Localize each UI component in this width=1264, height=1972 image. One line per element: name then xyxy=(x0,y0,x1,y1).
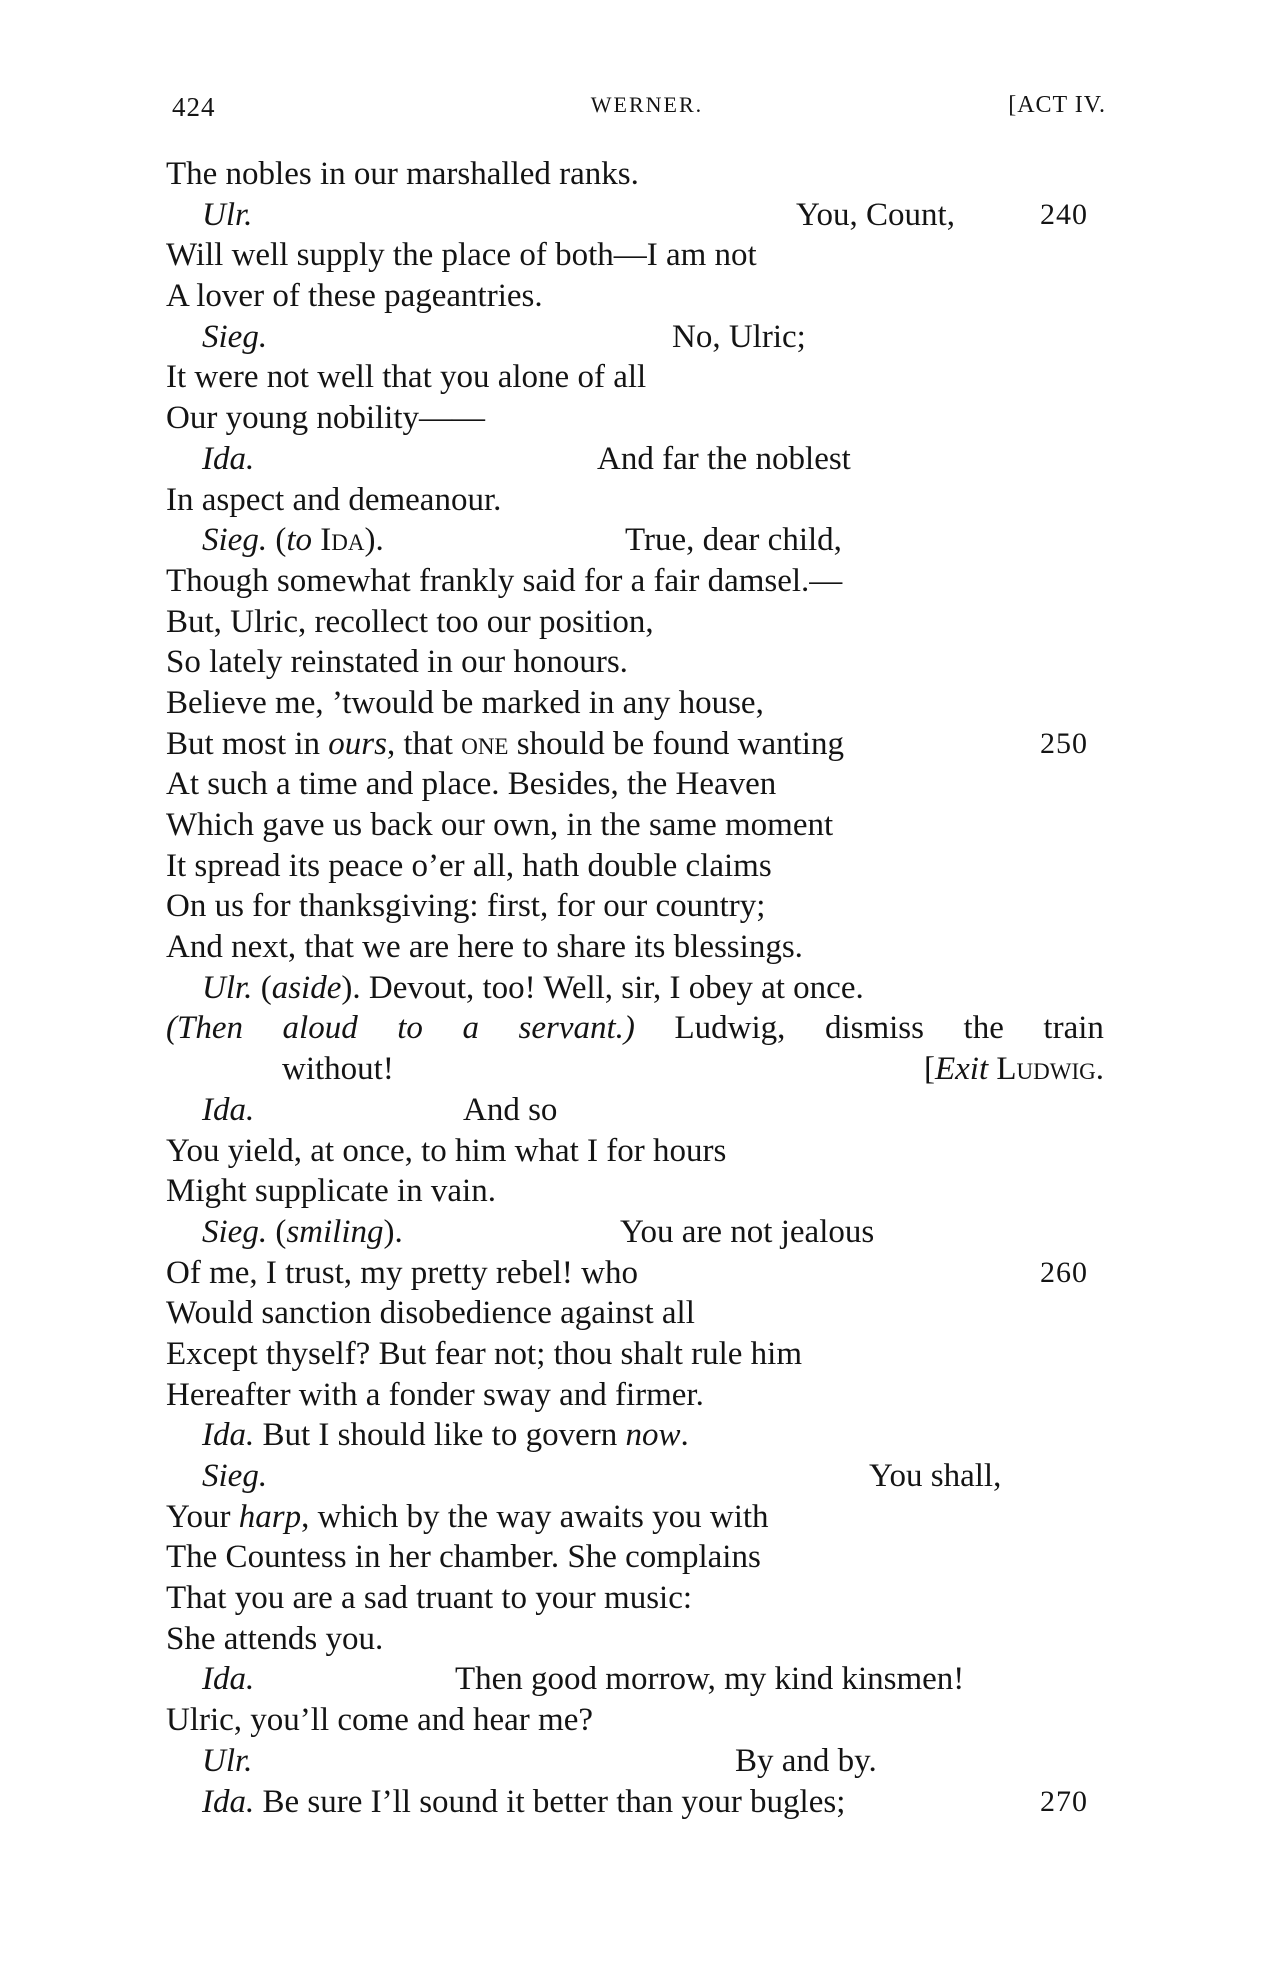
verse-line: You yield, at once, to him what I for hours xyxy=(166,1132,727,1169)
verse-line: Our young nobility—— xyxy=(166,400,485,437)
line-number: 260 xyxy=(1040,1255,1088,1289)
speaker-name: Ida. xyxy=(202,440,255,477)
speaker-name: Sieg. xyxy=(202,1213,268,1250)
line-number: 270 xyxy=(1040,1784,1088,1818)
verse-line: Ida. And so xyxy=(0,1090,1264,1131)
speaker-name: Ulr. xyxy=(202,1742,253,1779)
verse-line: That you are a sad truant to your music: xyxy=(166,1580,693,1617)
speaker-name: Ida. xyxy=(202,1661,255,1698)
verse-line: Ulr. By and by. xyxy=(0,1741,1264,1782)
verse-line: Your harp, which by the way awaits you with xyxy=(166,1498,769,1535)
page-number: 424 xyxy=(172,92,216,122)
verse-line: And next, that we are here to share its blessings. xyxy=(166,929,803,966)
act-heading: [ACT IV. xyxy=(1008,92,1106,118)
verse-line: Ida. And far the noblest xyxy=(0,439,1264,480)
verse-line: Ida. Then good morrow, my kind kinsmen! xyxy=(0,1659,1264,1700)
verse-line: Sieg. (to Ida). True, dear child, xyxy=(0,520,1264,561)
running-title: WERNER. xyxy=(590,92,704,117)
verse-line: Of me, I trust, my pretty rebel! who 260 xyxy=(0,1253,1264,1294)
verse-line: Which gave us back our own, in the same moment xyxy=(166,807,834,843)
verse-line: Will well supply the place of both—I am not xyxy=(166,237,757,274)
speaker-name: Ida. xyxy=(202,1783,255,1820)
verse-line: On us for thanksgiving: first, for our country; xyxy=(166,888,766,925)
speaker-name: Sieg. xyxy=(202,318,268,355)
verse-line: At such a time and place. Besides, the Heaven xyxy=(166,766,777,803)
verse-line: Believe me, ’twould be marked in any house, xyxy=(166,684,764,721)
verse-text xyxy=(0,154,1264,1822)
verse-line: Ida. Be sure I’ll sound it better than your bugles; 270 xyxy=(0,1782,1264,1823)
verse-line: The Countess in her chamber. She complains xyxy=(166,1539,761,1576)
verse-line: In aspect and demeanour. xyxy=(166,481,502,518)
speaker-name: Ulr. xyxy=(202,969,253,1006)
verse-line: Ida. But I should like to govern now. xyxy=(202,1417,689,1454)
verse-line: Ulr. You, Count, 240 xyxy=(0,195,1264,236)
speaker-name: Ida. xyxy=(202,1091,255,1128)
verse-line: without! [Exit Ludwig. xyxy=(0,1049,1264,1090)
verse-line: Except thyself? But fear not; thou shalt rule him xyxy=(166,1335,803,1372)
speaker-name: Ida. xyxy=(202,1417,255,1454)
verse-line: But, Ulric, recollect too our position, xyxy=(166,603,654,640)
speaker-with-direction: Sieg. (to Ida). xyxy=(202,522,384,559)
verse-line: But most in ours, that one should be found wanting 250 xyxy=(0,724,1264,765)
verse-line: Would sanction disobedience against all xyxy=(166,1295,695,1332)
verse-line: Hereafter with a fonder sway and firmer. xyxy=(166,1376,704,1413)
verse-line: Though somewhat frankly said for a fair damsel.— xyxy=(166,562,843,599)
justified-stage-direction-line: (Then aloud to a servant.) Ludwig, dismiss the train xyxy=(166,1010,1104,1047)
line-number: 240 xyxy=(1040,197,1088,231)
verse-line: The nobles in our marshalled ranks. xyxy=(166,156,639,192)
verse-line: It spread its peace o’er all, hath double claims xyxy=(166,847,772,884)
verse-line: She attends you. xyxy=(166,1620,384,1657)
verse-line: Sieg. No, Ulric; xyxy=(0,317,1264,358)
verse-line: A lover of these pageantries. xyxy=(166,278,543,315)
page-header xyxy=(0,92,1264,132)
speaker-name: Ulr. xyxy=(202,196,253,233)
verse-line: It were not well that you alone of all xyxy=(166,359,647,396)
speaker-name: Sieg. xyxy=(202,1458,268,1494)
verse-line: Ulric, you’ll come and hear me? xyxy=(166,1702,593,1739)
verse-line: Ulr. (aside). Devout, too! Well, sir, I obey at once. xyxy=(202,969,864,1006)
line-number: 250 xyxy=(1040,726,1088,760)
verse-line xyxy=(0,1008,1264,1049)
verse-line: So lately reinstated in our honours. xyxy=(166,644,628,681)
verse-line: Sieg. (smiling). You are not jealous xyxy=(202,1213,875,1250)
exit-direction: [Exit Ludwig. xyxy=(923,1051,1104,1088)
verse-line: Might supplicate in vain. xyxy=(166,1173,496,1210)
verse-line: Sieg. You shall, xyxy=(0,1456,1264,1497)
